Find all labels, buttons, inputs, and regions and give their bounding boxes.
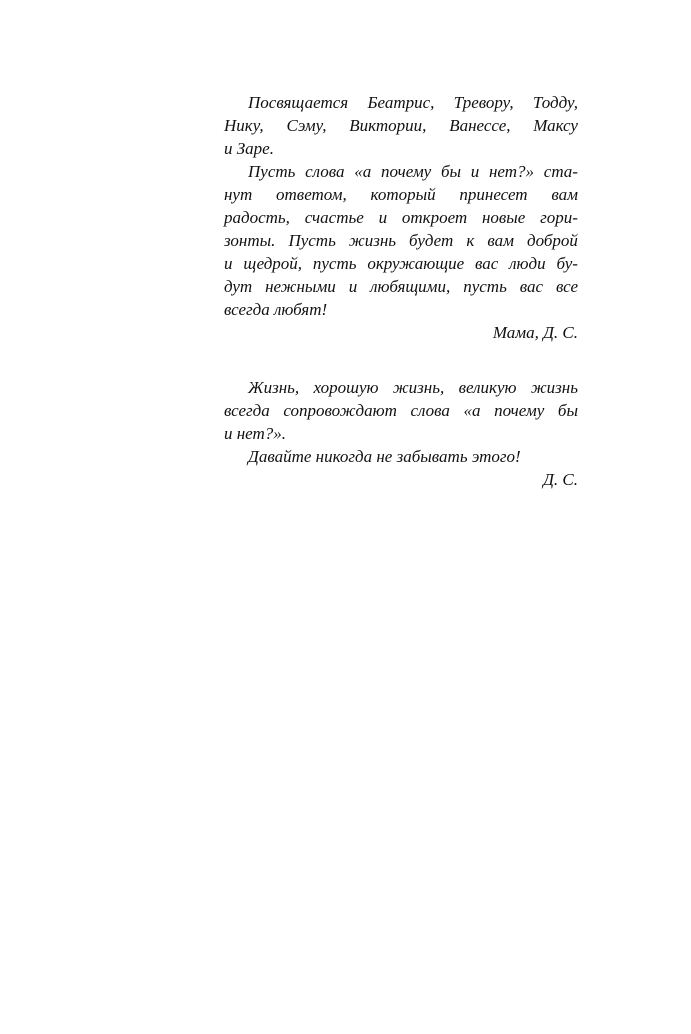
word: нет?» — [489, 162, 535, 181]
word: и — [224, 254, 233, 273]
word: все — [555, 277, 578, 296]
dedication-line — [224, 206, 578, 229]
word: новые — [481, 208, 526, 227]
word: жизнь, — [392, 378, 445, 397]
word: Сэму, — [286, 116, 327, 135]
word: ста- — [543, 162, 578, 181]
word: пусть — [312, 254, 357, 273]
dedication-line: всегда любят! — [224, 300, 328, 319]
word: откроет — [401, 208, 468, 227]
word: жизнь — [530, 378, 578, 397]
word: будет — [409, 231, 454, 250]
word: «а — [354, 162, 372, 181]
word: и — [378, 208, 388, 227]
word: Нику, — [224, 116, 264, 135]
word: сопровождают — [283, 401, 397, 420]
word: бу- — [556, 254, 578, 273]
word: и — [348, 277, 358, 296]
word: почему — [494, 401, 545, 420]
word: Тревору, — [453, 93, 514, 112]
word: окружающие — [367, 254, 465, 273]
word: бы — [440, 162, 462, 181]
dedication-line — [224, 229, 578, 252]
dedication-line — [224, 275, 578, 298]
word: Жизнь, — [248, 378, 300, 397]
word: вам — [487, 231, 514, 250]
epigraph-line — [224, 399, 578, 422]
word: пусть — [463, 277, 507, 296]
dedication-line — [224, 160, 578, 183]
word: любящими, — [370, 277, 451, 296]
epigraph-section — [224, 376, 578, 491]
dedication-line — [224, 91, 578, 114]
dedication-line — [224, 252, 578, 275]
word: зонты. — [224, 231, 276, 250]
word: Максу — [533, 116, 578, 135]
word: ответом, — [276, 185, 347, 204]
epigraph-line: и нет?». — [224, 424, 287, 443]
word: Пусть — [288, 231, 336, 250]
word: Посвящается — [248, 93, 349, 112]
word: счастье — [304, 208, 364, 227]
word: и — [470, 162, 480, 181]
word: Пусть — [248, 162, 296, 181]
dedication-signature: Мама, Д. С. — [492, 323, 578, 342]
dedication-line — [224, 183, 578, 206]
word: люди — [509, 254, 546, 273]
word: всегда — [224, 401, 270, 420]
word: почему — [381, 162, 432, 181]
word: Тодду, — [532, 93, 578, 112]
word: к — [466, 231, 475, 250]
epigraph-line — [224, 376, 578, 399]
word: вас — [474, 254, 499, 273]
word: дут — [224, 277, 253, 296]
word: бы — [557, 401, 578, 420]
word: нежными — [265, 277, 336, 296]
word: щедрой, — [243, 254, 303, 273]
word: слова — [305, 162, 345, 181]
word: принесет — [459, 185, 528, 204]
word: слова — [410, 401, 450, 420]
word: нут — [224, 185, 253, 204]
word: жизнь — [348, 231, 396, 250]
word: «а — [463, 401, 481, 420]
word: хорошую — [313, 378, 379, 397]
word: вам — [551, 185, 578, 204]
word: гори- — [540, 208, 578, 227]
word: вас — [519, 277, 544, 296]
word: радость, — [224, 208, 290, 227]
dedication-line — [224, 114, 578, 137]
word: который — [370, 185, 436, 204]
word: великую — [458, 378, 517, 397]
dedication-section — [224, 91, 578, 344]
word: Виктории, — [349, 116, 427, 135]
epigraph-signature: Д. С. — [543, 470, 578, 489]
epigraph-line: Давайте никогда не забывать этого! — [248, 447, 521, 466]
word: доброй — [527, 231, 578, 250]
word: Ванессе, — [449, 116, 511, 135]
word: Беатрис, — [367, 93, 435, 112]
dedication-line: и Заре. — [224, 139, 274, 158]
